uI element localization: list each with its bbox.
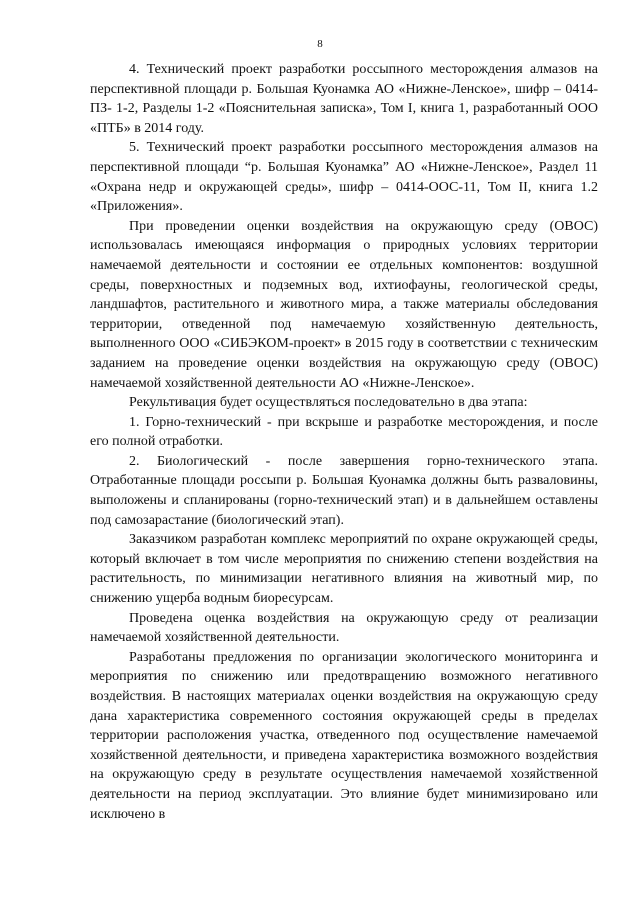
- paragraph-reference-4: 4. Технический проект разработки россыпного месторождения алмазов на перспективной площади р. Большая Куонамка АО «Нижне-Ленское», шифр – 0414-ПЗ- 1-2, Разделы 1-2 «Пояснительная записка», Том I, книга 1, разработанный ООО «ПТБ» в 2014 году.: [90, 62, 598, 136]
- paragraph-protection-measures: Заказчиком разработан комплекс мероприятий по охране окружающей среды, который включает в том числе мероприятия по снижению степени воздействия на растительность, по минимизации негативного влияния на животный мир, по снижению ущерба водным биоресурсам.: [90, 532, 598, 607]
- paragraph-ovos-information: При проведении оценки воздействия на окружающую среду (ОВОС) использовалась имеющаяся информация о природных условиях территории намечаемой деятельности и состоянии ее отдельных компонентов: воздушной среды, поверхностных и подземных вод, ихтиофауны, геологической среды, ландшафтов, растительного и животного мира, а также материалы обследования территории, отведенной под намечаемую хозяйственную деятельность, выполненного ООО «СИБЭКОМ-проект» в 2015 году в соответствии с техническим заданием на проведение оценки воздействия на окружающую среду (ОВОС) намечаемой хозяйственной деятельности АО «Нижне-Ленское».: [90, 218, 598, 391]
- document-body: [90, 60, 598, 824]
- page-number: 8: [317, 38, 323, 50]
- paragraph-stage-2: 2. Биологический - после завершения горно-технического этапа. Отработанные площади россыпи р. Большая Куонамка должны быть разваловины, выположены и спланированы (горно-технический этап) и в дальнейшем оставлены под самозарастание (биологический этап).: [90, 453, 598, 528]
- paragraph-recultivation-intro: Рекультивация будет осуществляться последовательно в два этапа:: [129, 395, 528, 411]
- paragraph-assessment-done: Проведена оценка воздействия на окружающую среду от реализации намечаемой хозяйственной деятельности.: [90, 610, 598, 646]
- paragraph-stage-1: 1. Горно-технический - при вскрыше и разработке месторождения, и после его полной отработки.: [90, 414, 598, 450]
- paragraph-monitoring-proposals: Разработаны предложения по организации экологического мониторинга и мероприятия по снижению или предотвращению возможного негативного воздействия. В настоящих материалах оценки воздействия на окружающую среду дана характеристика современного состояния окружающей среды в пределах территории расположения участка, отведенного под осуществление намечаемой хозяйственной деятельности, и приведена характеристика возможного воздействия на окружающую среду в результате осуществления намечаемой хозяйственной деятельности на период эксплуатации. Это влияние будет минимизировано или исключено в: [90, 649, 598, 822]
- paragraph-reference-5: 5. Технический проект разработки россыпного месторождения алмазов на перспективной площади “р. Большая Куонамка” АО «Нижне-Ленское», Раздел 11 «Охрана недр и окружающей среды», шифр – 0414-ООС-11, Том II, книга 1.2 «Приложения».: [90, 140, 598, 215]
